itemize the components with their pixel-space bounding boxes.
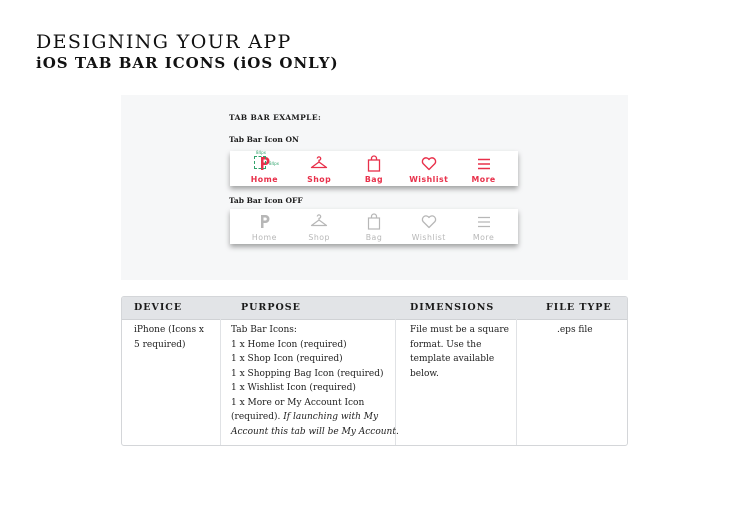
- dimension-width-label: 84px: [256, 150, 266, 155]
- cell-text: (required).: [231, 412, 284, 422]
- page-title: DESIGNING YOUR APP: [36, 31, 292, 53]
- tab-bar-off: [230, 209, 518, 244]
- cell-purpose: [231, 323, 399, 439]
- home-p-icon: [255, 213, 273, 230]
- cell-dimensions: [410, 323, 509, 381]
- tab-shop-off[interactable]: [292, 209, 347, 244]
- header-device: DEVICE: [134, 302, 183, 313]
- heart-icon: [420, 155, 438, 172]
- tab-label: Wishlist: [411, 233, 446, 242]
- tab-label: Home: [250, 175, 279, 184]
- tab-wishlist-on[interactable]: [401, 151, 456, 186]
- cell-italic-note: If launching with My: [283, 412, 379, 422]
- tab-shop-on[interactable]: [292, 151, 347, 186]
- cell-device: [134, 323, 204, 352]
- tab-wishlist-off[interactable]: [401, 209, 456, 244]
- cell-line: [231, 425, 399, 440]
- column-divider: [220, 319, 221, 445]
- cell-line: iPhone (Icons x: [134, 325, 205, 335]
- tab-label: Home: [251, 233, 277, 242]
- column-divider: [516, 319, 517, 445]
- hanger-icon: [310, 213, 328, 230]
- cell-line: 1 x Shopping Bag Icon (required): [231, 368, 384, 379]
- tab-more-off[interactable]: [456, 209, 511, 244]
- tab-bar-on-label: Tab Bar Icon ON: [229, 135, 299, 144]
- tab-bar-on: [230, 151, 518, 186]
- cell-line: Tab Bar Icons:: [231, 325, 297, 335]
- cell-line: 1 x Home Icon (required): [231, 339, 347, 350]
- hanger-icon: [310, 155, 328, 172]
- header-file-type: FILE TYPE: [546, 302, 612, 313]
- cell-line: .eps file: [557, 325, 593, 335]
- tab-label: Bag: [365, 233, 383, 242]
- spec-table: [121, 296, 628, 446]
- menu-icon: [475, 213, 493, 230]
- page-subtitle: iOS TAB BAR ICONS (iOS ONLY): [36, 54, 339, 72]
- tab-home-off[interactable]: [237, 209, 292, 244]
- cell-file-type: [557, 323, 593, 338]
- tab-label: Shop: [307, 175, 332, 184]
- dimension-guide-box: [254, 156, 266, 169]
- cell-line: 5 required): [134, 339, 186, 350]
- table-header: [122, 297, 627, 320]
- cell-line: format. Use the: [410, 339, 482, 350]
- cell-line: 1 x Wishlist Icon (required): [231, 383, 356, 393]
- tab-more-on[interactable]: [456, 151, 511, 186]
- tab-home-on[interactable]: [237, 151, 292, 186]
- cell-line: below.: [410, 368, 439, 379]
- tab-bag-on[interactable]: [347, 151, 402, 186]
- tab-bar-off-label: Tab Bar Icon OFF: [229, 196, 303, 205]
- dimension-height-label: 84px: [269, 161, 279, 166]
- tab-label: Wishlist: [409, 175, 449, 184]
- tab-label: More: [471, 175, 496, 184]
- tab-label: Bag: [364, 175, 384, 184]
- cell-line: File must be a square: [410, 325, 509, 335]
- tab-bag-off[interactable]: [347, 209, 402, 244]
- menu-icon: [475, 155, 493, 172]
- cell-line: 1 x Shop Icon (required): [231, 354, 343, 364]
- cell-line: 1 x More or My Account Icon: [231, 397, 365, 408]
- tab-label: More: [472, 233, 495, 242]
- example-heading: TAB BAR EXAMPLE:: [229, 113, 322, 122]
- heart-icon: [420, 213, 438, 230]
- header-purpose: PURPOSE: [241, 302, 301, 313]
- cell-line: template available: [410, 354, 495, 364]
- cell-line: [231, 410, 399, 425]
- header-dimensions: DIMENSIONS: [410, 302, 495, 313]
- tab-bar-example-panel: [121, 95, 628, 280]
- tab-label: Shop: [308, 233, 330, 242]
- shopping-bag-icon: [365, 213, 383, 230]
- shopping-bag-icon: [365, 155, 383, 172]
- cell-italic-note: Account this tab will be My Account.: [231, 426, 399, 437]
